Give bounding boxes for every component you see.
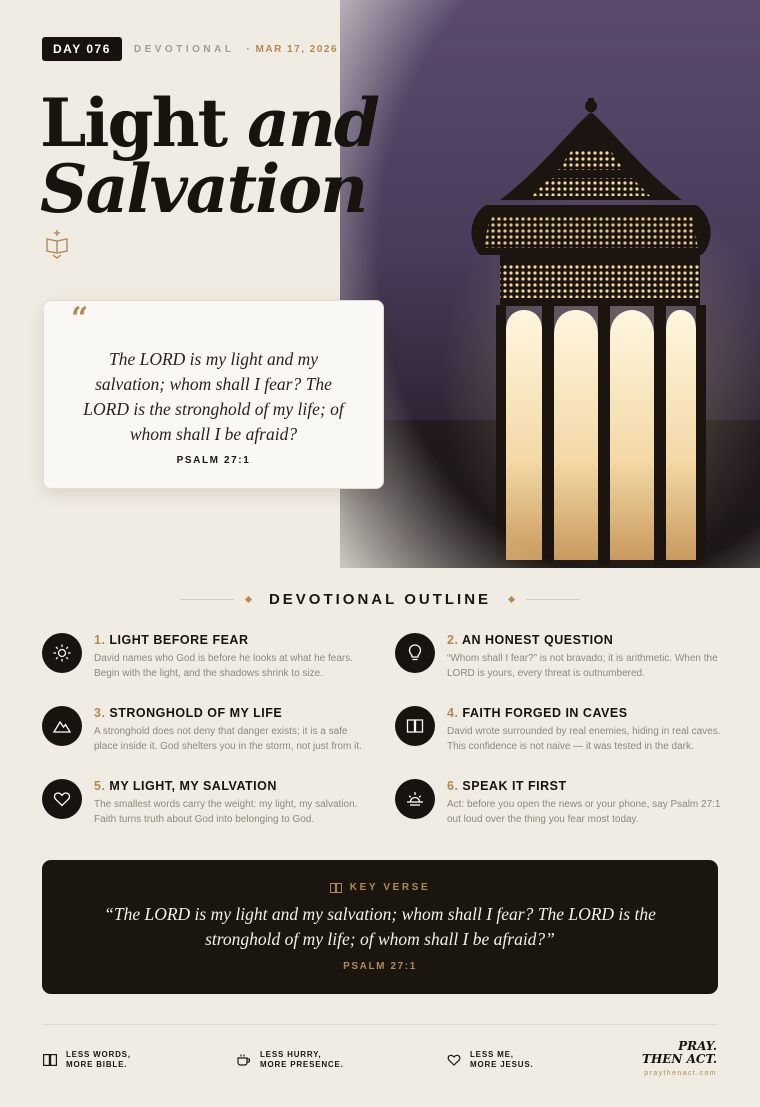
footer-motto-1 [43,1050,131,1070]
header-bar [42,37,338,61]
key-verse-label: KEY VERSE [42,882,718,893]
bible-cross-icon [45,229,69,259]
day-badge: DAY 076 [42,37,122,61]
outline-item-title: 2. AN HONEST QUESTION [447,633,614,647]
mountain-icon [42,706,82,746]
motto-line: LESS HURRY, [260,1050,322,1059]
brand-url[interactable]: praythenact.com [644,1070,717,1077]
divider [526,599,580,600]
key-verse-text: “The LORD is my light and my salvation; whom shall I fear? The LORD is the stronghold of my life; of whom shall I be afraid?” [104,904,656,949]
outline-item-body: David wrote surrounded by real enemies, hiding in real caves. This confidence is not naive — it was tested in the dark. [447,726,721,752]
outline-item-title: 6. SPEAK IT FIRST [447,779,567,793]
title-word-salvation: Salvation [40,150,367,228]
key-verse-reference: PSALM 27:1 [343,961,417,972]
quote-mark-icon: “ [71,301,89,336]
motto-line: LESS WORDS, [66,1050,131,1059]
footer-motto-2 [237,1050,344,1070]
coffee-cup-icon [237,1054,251,1066]
page-title [40,84,378,228]
motto-line: LESS ME, [470,1050,514,1059]
hero-lantern-photo [340,0,760,568]
scripture-quote-card [43,300,384,489]
heart-icon [42,779,82,819]
outline-item-title: 1. LIGHT BEFORE FEAR [94,633,249,647]
book-icon [43,1054,57,1066]
outline-item-title: 5. MY LIGHT, MY SALVATION [94,779,277,793]
lightbulb-icon [395,633,435,673]
sunrise-icon [395,779,435,819]
outline-item-body: A stronghold does not deny that danger exists; it is a safe place inside it. God shelters you in the storm, not just from it. [94,726,362,752]
outline-heading [180,591,580,608]
title-word-light: Light [40,84,227,162]
brand-line-1: PRAY. [678,1039,717,1053]
footer-motto-3 [447,1050,533,1070]
motto-line: MORE BIBLE. [66,1060,128,1069]
motto-line: MORE JESUS. [470,1060,534,1069]
key-verse-panel [42,860,718,994]
category-label: DEVOTIONAL [133,43,235,55]
open-book-icon [395,706,435,746]
brand-line-2: THEN ACT. [642,1052,717,1066]
outline-item-body: The smallest words carry the weight: my light, my salvation. Faith turns truth about God into belonging to God. [94,799,358,825]
diamond-icon [508,596,515,603]
sun-icon [42,633,82,673]
outline-item-body: Act: before you open the news or your phone, say Psalm 27:1 out loud over the thing you fear most today. [447,799,721,825]
open-book-icon [330,883,342,893]
heart-icon [447,1054,461,1066]
quote-reference: PSALM 27:1 [176,455,251,466]
outline-item-title: 3. STRONGHOLD OF MY LIFE [94,706,283,720]
footer-divider [42,1024,718,1025]
quote-text: The LORD is my light and my salvation; whom shall I fear? The LORD is the stronghold of my life; of whom shall I be afraid? [83,349,344,444]
outline-item-title: 4. FAITH FORGED IN CAVES [447,706,628,720]
outline-item-body: David names who God is before he looks at what he fears. Begin with the light, and the shadows shrink to size. [94,653,354,679]
title-word-and: and [247,84,378,162]
outline-title: DEVOTIONAL OUTLINE [268,591,492,608]
divider [180,599,234,600]
outline-item-body: “Whom shall I fear?” is not bravado; it is arithmetic. When the LORD is yours, every threat is outnumbered. [447,653,718,679]
diamond-icon [245,596,252,603]
date-label: · MAR 17, 2026 [246,43,339,55]
brand-signoff [642,1040,717,1077]
motto-line: MORE PRESENCE. [260,1060,344,1069]
